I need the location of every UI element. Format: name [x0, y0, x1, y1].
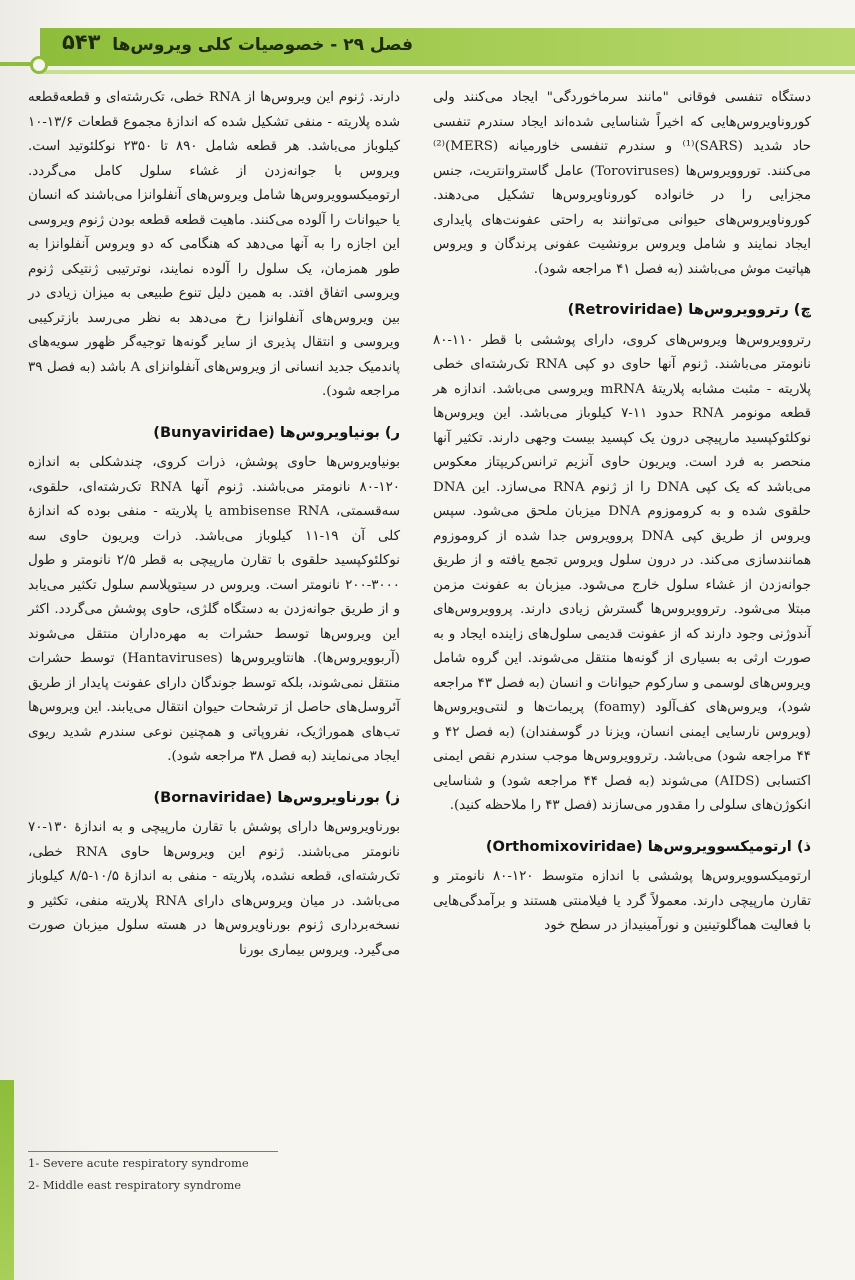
- chapter-title: فصل ۲۹ - خصوصیات کلی ویروس‌ها: [112, 35, 413, 55]
- paragraph-retroviridae: رتروویروس‌ها ویروس‌های کروی، دارای پوششی با قطر ۱۱۰-۸۰ نانومتر می‌باشند. ژنوم آنها حاوی دو کپی RNA تک‌رشته‌ای خطی پلاریته - مثبت مشابه پلاریتهٔ mRNA ویروسی می‌باشد. اندازه هر قطعه مونومر RNA حدود ۱۱-۷ کیلوباز می‌باشد. این ویروس‌ها نوکلئوکپسید مارپیچی درون یک کپسید بیست وجهی دارند. تکثیر آنها منحصر به فرد است. ویریون حاوی آنزیم ترانس‌کریپتاز معکوس می‌باشد که یک کپی DNA را از ژنوم RNA می‌سازد. این DNA حلقوی شده و به کروموزوم DNA میزبان ملحق می‌شود. سپس ویروس از طریق کپی DNA پروویروس جدا شده از کروموزوم همانندسازی می‌کند. در درون سلول ویروس تجمع یافته و از طریق جوانه‌زدن از غشاء سلول خارج می‌شود. میزبان به عفونت مزمن مبتلا می‌شود. رتروویروس‌ها گسترش زیادی دارند. پروویروس‌های آندوژنی وجود دارند که از عفونت قدیمی سلول‌های زاینده ایجاد و به صورت ارثی به بسیاری از گونه‌ها منتقل می‌شوند. این گروه شامل ویروس‌های لوسمی و سارکوم حیوانات و انسان (به فصل ۴۳ مراجعه شود)، ویروس‌های کف‌آلود (foamy) پریمات‌ها و لنتی‌ویروس‌ها (ویروس نارسایی ایمنی انسان، ویزنا در گوسفندان) (به فصل ۴۲ و ۴۴ مراجعه شود) می‌باشد. رتروویروس‌ها موجب سندرم نقص ایمنی اکتسابی (AIDS) می‌شوند (به فصل ۴۴ مراجعه شود) و شناسایی انکوژن‌های سلولی را مقدور می‌سازند (فصل ۴۳ را ملاحظه کنید).: [433, 332, 812, 813]
- heading-bornaviridae: ز) بورناویروس‌ها (Bornaviridae): [153, 788, 400, 806]
- paragraph-coronavirus-cont: دستگاه تنفسی فوقانی "مانند سرماخوردگی" ایجاد می‌کنند ولی کوروناویروس‌هایی که اخیراً شناسایی شده‌اند ایجاد سندرم تنفسی حاد شدید (SARS)⁽¹⁾ و سندرم تنفسی خاورمیانه (MERS)⁽²⁾ می‌کنند. توروویروس‌ها (Toroviruses) عامل گاستروانتریت، جنس مجزایی را در خانواده کوروناویروس‌ها تشکیل می‌دهند. کوروناویروس‌های حیوانی می‌توانند به راحتی عفونت‌های پایداری ایجاد نمایند و شامل ویروس برونشیت عفونی پرندگان و ویروس هپاتیت موش می‌باشند (به فصل ۴۱ مراجعه شود).: [433, 90, 811, 277]
- page-number: ۵۴۳: [62, 30, 101, 54]
- header-ornament-circle: [30, 56, 48, 74]
- footnotes: [28, 1152, 328, 1196]
- heading-retroviridae: چ) رتروویروس‌ها (Retroviridae): [567, 301, 811, 318]
- footnote-2: 2- Middle east respiratory syndrome: [28, 1178, 242, 1192]
- heading-orthomyxoviridae: ذ) ارتومیکسوویروس‌ها (Orthomixoviridae): [485, 837, 811, 855]
- footnote-1: 1- Severe acute respiratory syndrome: [28, 1156, 249, 1170]
- header-stripe: [40, 70, 855, 74]
- paragraph-orthomyxoviridae: ارتومیکسوویروس‌ها پوششی با اندازه متوسط ۱۲۰-۸۰ نانومتر و تقارن مارپیچی دارند. معمولاً گرد یا فیلامنتی هستند و برآمدگی‌هایی با فعالیت هماگلوتینین و نورآمینیداز در سطح خود: [433, 869, 811, 933]
- paragraph-bornaviridae: بورناویروس‌ها دارای پوشش با تقارن مارپیچی و به اندازهٔ ۱۳۰-۷۰ نانومتر می‌باشند. ژنوم این ویروس‌ها حاوی RNA خطی، تک‌رشته‌ای، قطعه نشده، پلاریته - منفی به اندازهٔ ۱۰/۵-۸/۵ کیلوباز می‌باشد. در میان ویروس‌های دارای RNA پلاریته منفی، تکثیر و نسخه‌برداری ژنوم بورناویروس‌ها در هسته سلول میزبان صورت می‌گیرد. ویروس بیماری بورنا: [28, 820, 400, 958]
- paragraph-orthomyxoviridae-cont: دارند. ژنوم این ویروس‌ها از RNA خطی، تک‌رشته‌ای و قطعه‌قطعه شده پلاریته - منفی تشکیل شده که اندازهٔ مجموع قطعات ۱۳/۶-۱۰ کیلوباز می‌باشد. هر قطعه شامل ۸۹۰ تا ۲۳۵۰ نوکلئوتید است. ویروس با جوانه‌زدن از غشاء سلول کامل می‌گردد. ارتومیکسوویروس‌ها شامل ویروس‌های آنفلوانزا می‌باشند که انسان یا حیوانات را آلوده می‌کنند. ماهیت قطعه قطعه بودن ژنوم ویروسی این اجازه را به آنها می‌دهد که هنگامی که دو ویروس آنفلوانزا به طور همزمان، یک سلول را آلوده نمایند، نوترتیبی ژنتیکی ژنوم ویروسی اتفاق افتد. به همین دلیل تنوع طبیعی به میزان زیادی در بین ویروس‌های آنفلوانزا رخ می‌دهد به نظر می‌رسد بازترکیبی ویروسی و انتقال پذیری از سایر گونه‌ها توجیه‌گر ظهور سویه‌های پاندمیک جدید انسانی از ویروس‌های آنفلوانزای A باشد (به فصل ۳۹ مراجعه شود).: [28, 90, 400, 399]
- paragraph-bunyaviridae: بونیاویروس‌ها حاوی پوشش، ذرات کروی، چندشکلی به اندازه ۱۲۰-۸۰ نانومتر می‌باشند. ژنوم آنها RNA تک‌رشته‌ای، حلقوی، سه‌قسمتی، ambisense RNA یا پلاریته - منفی بوده که اندازهٔ کلی آن ۱۹-۱۱ کیلوباز می‌باشد. ذرات ویریون حاوی سه نوکلئوکپسید حلقوی با تقارن مارپیچی به قطر ۲/۵ نانومتر و طول ۳۰۰۰-۲۰۰ نانومتر است. ویروس در سیتوپلاسم سلول تکثیر می‌یابد و از طریق جوانه‌زدن به دستگاه گلژی، حاوی پوشش می‌گردد. اکثر این ویروس‌ها توسط حشرات به مهره‌داران منتقل می‌شوند (آربوویروس‌ها). هانتاویروس‌ها (Hantaviruses) توسط حشرات منتقل نمی‌شوند، بلکه توسط جوندگان دارای عفونت پایدار از طریق آئروسل‌های حاصل از ترشحات حیوان انتقال می‌یابند. این ویروس‌ها تب‌های هموراژیک، نفروپاتی و همچنین نوعی سندرم شدید ریوی ایجاد می‌نمایند (به فصل ۳۸ مراجعه شود).: [28, 455, 401, 764]
- left-column: [28, 86, 400, 965]
- heading-bunyaviridae: ر) بونیاویروس‌ها (Bunyaviridae): [153, 423, 400, 441]
- side-tab-marker: [0, 1080, 14, 1280]
- right-column: [433, 86, 811, 941]
